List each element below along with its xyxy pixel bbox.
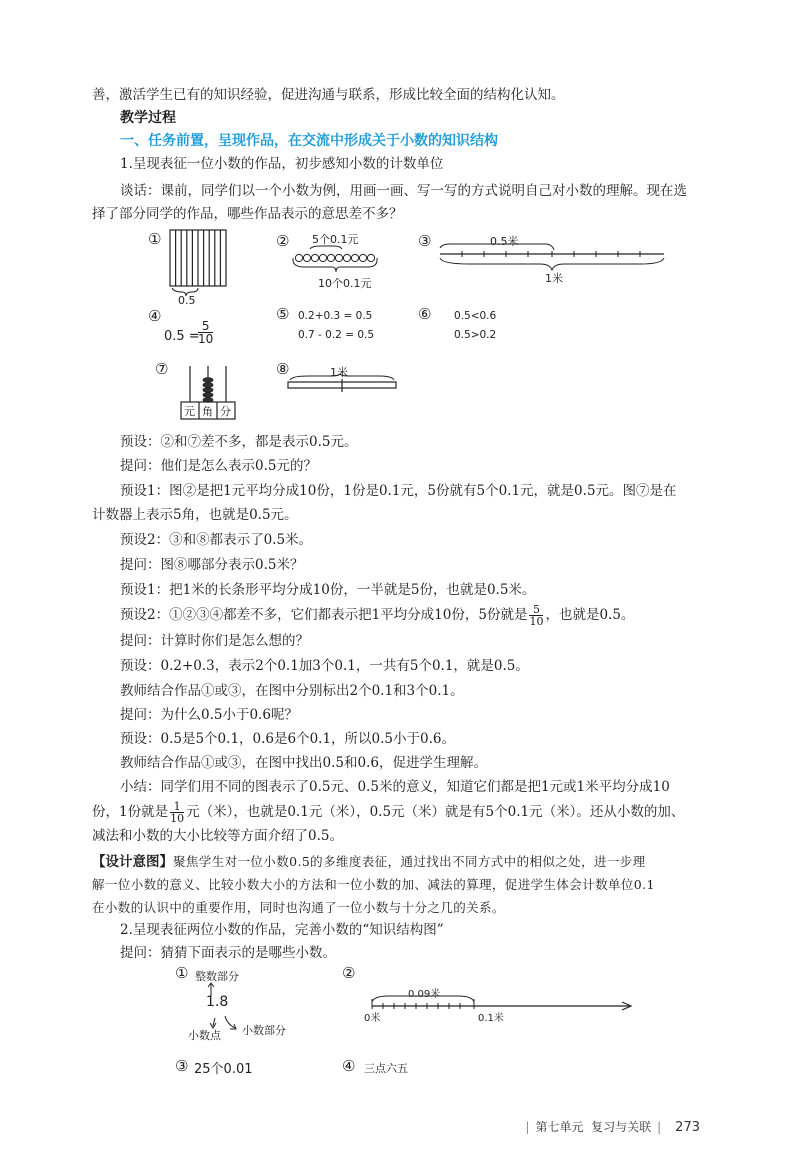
text-line: 预设1：图②是把1元平均分成10份，1份是0.1元，5份就有5个0.1元，就是0.5元。图⑦是在 xyxy=(120,483,677,499)
coin-circles-drawing xyxy=(290,245,380,275)
fraction-denominator: 10 xyxy=(529,615,544,628)
circled-number-8: ⑧ xyxy=(276,360,290,378)
text-line: 减法和小数的大小比较等方面介绍了0.5。 xyxy=(92,828,343,844)
abacus-label-yuan: 元 xyxy=(184,405,195,418)
circled-number-4: ④ xyxy=(342,1057,356,1075)
text-line: 教师结合作品①或③，在图中分别标出2个0.1和3个0.1。 xyxy=(120,683,464,699)
text-line-with-fraction xyxy=(120,604,634,627)
summary-line: 小结：同学们用不同的图表示了0.5元、0.5米的意义，知道它们都是把1元或1米平均分成10 xyxy=(120,779,670,795)
drawing-number-1-8: 1.8 xyxy=(206,994,229,1010)
footer-title: 复习与关联 xyxy=(591,1120,652,1134)
abacus-label-fen: 分 xyxy=(220,405,231,418)
drawing-label-half: 0.5 xyxy=(178,294,196,307)
text-line: 提问：为什么0.5小于0.6呢？ xyxy=(120,707,298,723)
text-line: 预设：②和⑦差不多，都是表示0.5元。 xyxy=(120,434,358,450)
drawing-fraction xyxy=(198,320,213,345)
drawing-equation-left: 0.5 = xyxy=(164,329,200,344)
section-heading-teaching-process: 教学过程 xyxy=(120,110,176,126)
page-footer xyxy=(519,1118,700,1135)
abacus-label-jiao: 角 xyxy=(202,405,213,418)
drawing-label-integer-part: 整数部分 xyxy=(195,970,239,983)
strip-bar-drawing xyxy=(288,374,398,394)
circled-number-3: ③ xyxy=(175,1057,189,1075)
circled-number-7: ⑦ xyxy=(155,360,169,378)
footer-divider: | xyxy=(525,1120,530,1134)
circled-number-3: ③ xyxy=(418,232,432,250)
drawing-label-one-meter-strip: 1米 xyxy=(330,366,348,379)
design-intent-text: 在小数的认识中的重要作用，同时也沟通了一位小数与十分之几的关系。 xyxy=(92,900,505,915)
text-line: 计数器上表示5角，也就是0.5元。 xyxy=(92,507,298,523)
text-line: 预设1：把1米的长条形平均分成10份，一半就是5份，也就是0.5米。 xyxy=(120,582,536,598)
design-intent-text: 聚焦学生对一位小数0.5的多维度表征，通过找出不同方式中的相似之处，进一步理 xyxy=(173,854,646,869)
circled-number-5: ⑤ xyxy=(276,305,290,323)
text-segment: 预设2：①②③④都差不多，它们都表示把1平均分成10份，5份就是 xyxy=(120,607,528,623)
drawing-subtraction: 0.7 - 0.2 = 0.5 xyxy=(298,329,375,341)
circled-number-4: ④ xyxy=(148,307,162,325)
subsection-title-1: 1.呈现表征一位小数的作品，初步感知小数的计数单位 xyxy=(120,156,444,172)
text-line: 预设2：③和⑧都表示了0.5米。 xyxy=(120,532,313,548)
design-intent-label: 【设计意图】 xyxy=(92,854,173,870)
fraction-numerator: 1 xyxy=(170,801,184,813)
text-line: 善，激活学生已有的知识经验，促进沟通与联系，形成比较全面的结构化认知。 xyxy=(92,87,565,103)
drawing-label-five-dimes: 5个0.1元 xyxy=(312,233,359,246)
text-segment: 份，1份就是 xyxy=(92,804,169,820)
text-line: 教师结合作品①或③，在图中找出0.5和0.6，促进学生理解。 xyxy=(120,755,487,771)
drawing-compare-1: 0.5<0.6 xyxy=(454,310,497,322)
grid-square-drawing xyxy=(170,230,230,302)
text-line: 提问：图⑧哪部分表示0.5米？ xyxy=(120,557,304,573)
fraction-one-tenth xyxy=(170,801,184,824)
text-line: 预设：0.2+0.3，表示2个0.1加3个0.1，一共有5个0.1，就是0.5。 xyxy=(120,658,529,674)
drawing-fraction-denominator: 10 xyxy=(198,332,214,346)
circled-number-6: ⑥ xyxy=(418,305,432,323)
circled-number-1: ① xyxy=(175,964,189,982)
design-intent-text: 解一位小数的意义、比较小数大小的方法和一位小数的加、减法的算理，促进学生体会计数单位0.1 xyxy=(92,877,655,892)
meter-strip-drawing xyxy=(440,242,670,272)
circled-number-2: ② xyxy=(342,964,356,982)
circled-number-1: ① xyxy=(148,230,162,248)
drawing-label-one-meter: 1米 xyxy=(545,272,563,285)
design-intent-line xyxy=(92,852,646,872)
section-title-one: 一、任务前置，呈现作品，在交流中形成关于小数的知识结构 xyxy=(120,133,498,149)
drawing-25-hundredths: 25个0.01 xyxy=(194,1062,253,1077)
text-line: 择了部分同学的作品，哪些作品表示的意思差不多？ xyxy=(92,206,403,222)
fraction-five-tenths xyxy=(529,604,543,627)
drawing-label-one-tenth-meter: 0.1米 xyxy=(478,1013,504,1024)
drawing-label-zero-meter: 0米 xyxy=(364,1013,381,1024)
drawing-addition: 0.2+0.3 = 0.5 xyxy=(298,310,373,322)
circled-number-2: ② xyxy=(276,232,290,250)
text-line: 谈话：课前，同学们以一个小数为例，用画一画、写一写的方式说明自己对小数的理解。现在选 xyxy=(120,183,687,199)
drawing-chinese-decimal: 三点六五 xyxy=(364,1062,408,1075)
drawing-label-half-meter: 0.5米 xyxy=(490,235,519,248)
drawing-label-nine-hundredths: 0.09米 xyxy=(408,989,441,1000)
footer-unit: 第七单元 xyxy=(535,1120,584,1134)
subsection-title-2: 2.呈现表征两位小数的作品，完善小数的“知识结构图” xyxy=(120,922,444,938)
fraction-denominator: 10 xyxy=(170,812,185,825)
text-line: 提问：猜猜下面表示的是哪些小数。 xyxy=(120,945,336,961)
text-segment: ，也就是0.5。 xyxy=(545,607,635,623)
drawing-label-decimal-part: 小数部分 xyxy=(242,1024,286,1037)
text-segment: 元（米），也就是0.1元（米），0.5元（米）就是有5个0.1元（米）。还从小数的加、 xyxy=(186,804,685,820)
drawing-label-ten-dimes: 10个0.1元 xyxy=(318,277,372,290)
text-line: 预设：0.5是5个0.1，0.6是6个0.1，所以0.5小于0.6。 xyxy=(120,731,455,747)
drawing-compare-2: 0.5>0.2 xyxy=(454,329,497,341)
text-line: 提问：计算时你们是怎么想的？ xyxy=(120,633,309,649)
fraction-numerator: 5 xyxy=(529,604,543,616)
drawing-fraction-numerator: 5 xyxy=(198,320,213,333)
text-line: 提问：他们是怎么表示0.5元的？ xyxy=(120,458,317,474)
page-number: 273 xyxy=(675,1120,700,1135)
footer-divider: | xyxy=(657,1120,662,1134)
text-line-with-fraction xyxy=(92,801,684,824)
drawing-label-decimal-point: 小数点 xyxy=(188,1029,221,1042)
